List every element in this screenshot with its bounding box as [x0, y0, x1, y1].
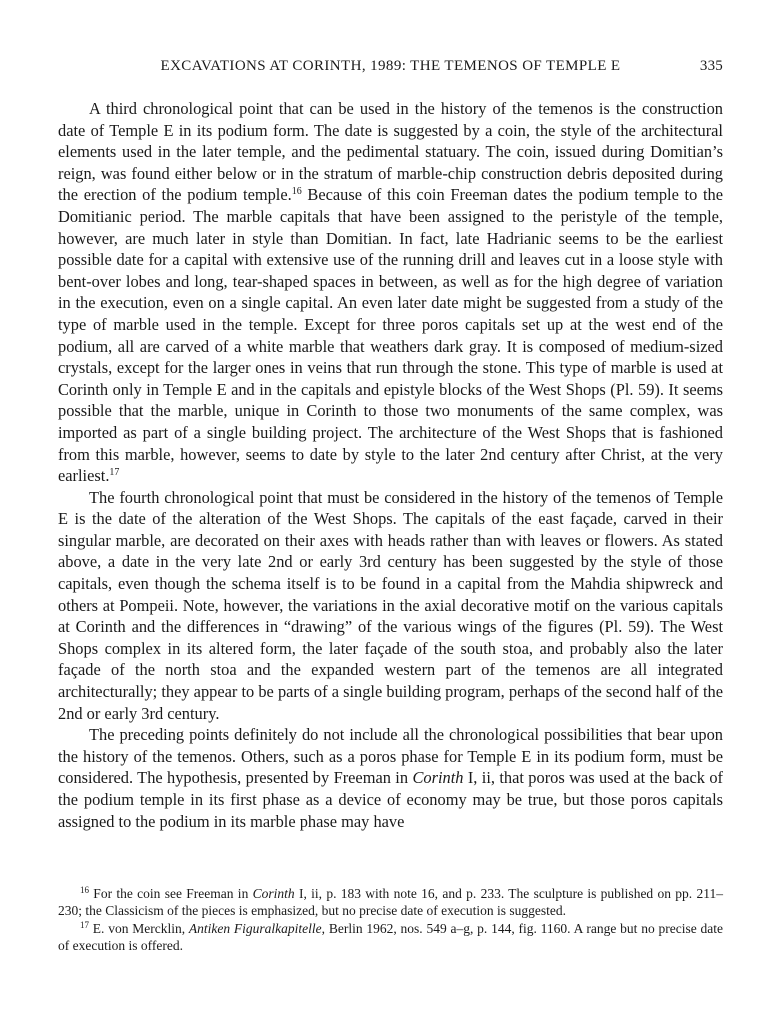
paragraph-2	[58, 487, 723, 725]
page	[58, 58, 723, 832]
paragraph-text: The preceding points definitely do not include all the chronological possibilities that bear upon the history of the temenos. Others, such as a poros phase for Temple E in its podium form, must be considered. The hypothesis, presented by Freeman in	[58, 725, 723, 788]
italic-title: Antiken Figuralkapitelle	[188, 921, 322, 936]
running-head	[58, 58, 723, 84]
paragraph-text: A third chronological point that can be used in the history of the temenos is the construction date of Temple E in its podium form. The date is suggested by a coin, the style of the architectural elements used in the later temple, and the pedimental statuary. The coin, issued during Domitian’s reign, was found either below or in the stratum of marble-chip construction debris deposited during the erection of the podium temple.	[58, 99, 723, 205]
running-title: EXCAVATIONS AT CORINTH, 1989: THE TEMENOS OF TEMPLE E	[160, 58, 621, 74]
footnote-text: I, ii, p. 183 with note 16, and p. 233. The sculpture is published on pp. 211–230; the Classicism of the pieces is emphasized, but no precise date of execution is suggested.	[58, 886, 723, 918]
footnote-number: 17	[80, 920, 89, 930]
page-number: 335	[699, 58, 723, 74]
footnote-text: For the coin see Freeman in	[89, 886, 253, 901]
footnote-ref-17[interactable]: 17	[109, 467, 120, 479]
paragraph-text: The fourth chronological point that must be considered in the history of the temenos of Temple E is the date of the alteration of the West Shops. The capitals of the east façade, carved in their singular marble, are decorated on their axes with heads rather than with leaves or flowers. As stated above, a date in the very late 2nd or early 3rd century has been suggested by the style of those capitals, even though the schema itself is to be found in a capital from the Mahdia shipwreck and others at Pompeii. Note, however, the variations in the axial decorative motif on the various capitals at Corinth and the differences in “drawing” of the various wings of the figures (Pl. 59). The West Shops complex in its altered form, the later façade of the south stoa, and probably also the later façade of the north stoa and the expanded western part of the temenos are all integrated architecturally; they appear to be parts of a single building program, perhaps of the second half of the 2nd or early 3rd century.	[58, 487, 723, 723]
footnote-17	[58, 920, 723, 954]
footnote-ref-16[interactable]: 16	[291, 186, 302, 198]
paragraph-1	[58, 98, 723, 487]
footnotes	[58, 885, 723, 955]
italic-title: Corinth	[252, 886, 295, 901]
footnote-16	[58, 885, 723, 919]
footnote-number: 16	[80, 885, 89, 895]
footnote-text: , Berlin 1962, nos. 549 a–g, p. 144, fig. 1160. A range but no precise date of execution is offered.	[58, 921, 724, 953]
body-text	[58, 98, 723, 832]
italic-title: Corinth	[412, 768, 464, 788]
paragraph-text: Because of this coin Freeman dates the podium temple to the Domitianic period. The marble capitals that have been assigned to the peristyle of the temple, however, are much later in style than Domitian. In fact, late Hadrianic seems to be the earliest possible date for a capital with extensive use of the running drill and leaves cut in a loose style with bent-over lobes and long, tear-shaped spaces in between, as well as for the high degree of variation in the execution, even on a single capital. An even later date might be suggested from a study of the type of marble used in the temple. Except for three poros capitals set up at the west end of the podium, all are carved of a white marble that weathers dark gray. It is composed of medium-sized crystals, except for the larger ones in veins that run through the stone. This type of marble is used at Corinth only in Temple E and in the capitals and epistyle blocks of the West Shops (Pl. 59). It seems possible that the marble, unique in Corinth to those two monuments of the same complex, was imported as part of a single building project. The architecture of the West Shops that is fashioned from this marble, however, seems to date by style to the later 2nd century after Christ, at the very earliest.	[58, 185, 723, 486]
paragraph-3	[58, 724, 723, 832]
footnote-text: E. von Mercklin,	[89, 921, 189, 936]
paragraph-text: I, ii, that poros was used at the back of the podium temple in its first phase as a device of economy may be true, but those poros capitals assigned to the podium in its marble phase may have	[58, 768, 723, 831]
